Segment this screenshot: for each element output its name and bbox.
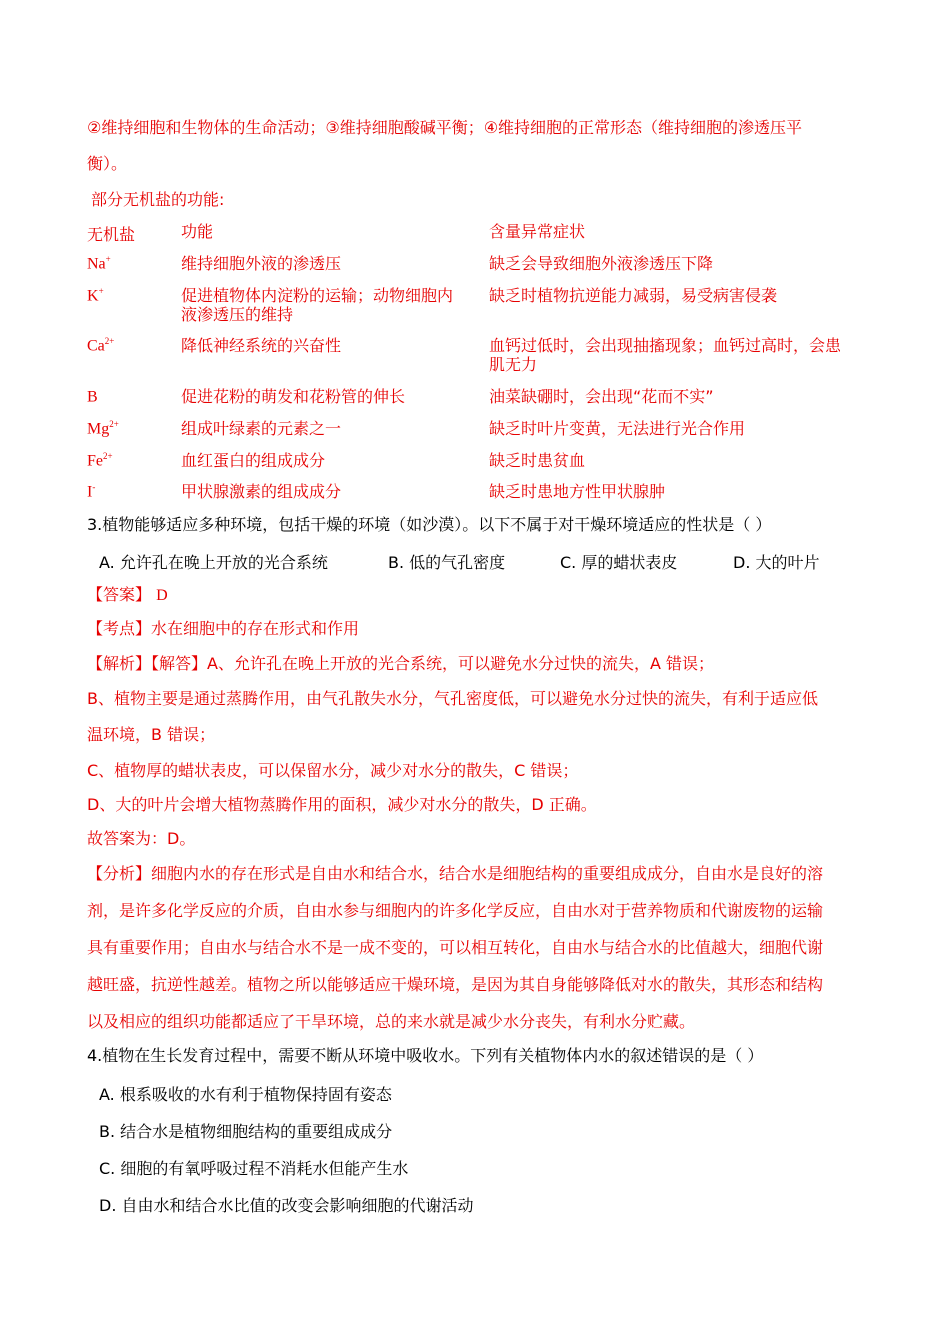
q3-analysis-line-1 (87, 654, 714, 674)
ion-function: 促进花粉的萌发和花粉管的伸长 (181, 387, 406, 406)
ion-symbol: I- (87, 482, 96, 501)
answer-value: D (156, 587, 168, 604)
point-label: 【考点】 (87, 619, 152, 638)
q4-option-c[interactable]: C. 细胞的有氧呼吸过程不消耗水但能产生水 (99, 1159, 409, 1178)
ion-symptom: 缺乏会导致细胞外液渗透压下降 (489, 254, 714, 273)
q3-option-b[interactable]: B. 低的气孔密度 (388, 553, 506, 572)
analysis-text: 【解答】A、允许孔在晚上开放的光合系统，可以避免水分过快的流失，A 错误； (151, 654, 714, 673)
q3-option-c[interactable]: C. 厚的蜡状表皮 (560, 553, 678, 572)
answer-label: 【答案】 (87, 585, 152, 604)
ion-symptom: 油菜缺硼时，会出现“花而不实” (489, 387, 714, 406)
q3-analysis-line-4: C、植物厚的蜡状表皮，可以保留水分，减少对水分的散失，C 错误； (87, 761, 579, 780)
q3-fenxi-line-1 (87, 864, 823, 884)
q3-fenxi-line-2: 剂，是许多化学反应的介质，自由水参与细胞内的许多化学反应，自由水对于营养物质和代谢废物的运输 (87, 901, 824, 920)
ion-symbol: B (87, 388, 98, 406)
ion-symptom: 缺乏时患地方性甲状腺肿 (489, 482, 666, 501)
ion-symbol: $Ca^{2+}$ (87, 336, 115, 355)
fenxi-label: 【分析】 (87, 864, 152, 883)
ion-function: 维持细胞外液的渗透压 (181, 254, 342, 273)
q3-option-a[interactable]: A. 允许孔在晚上开放的光合系统 (99, 553, 328, 572)
q3-analysis-line-2: B、植物主要是通过蒸腾作用，由气孔散失水分，气孔密度低，可以避免水分过快的流失，有利于适应低 (87, 689, 818, 708)
q4-stem: 4.植物在生长发育过程中，需要不断从环境中吸收水。下列有关植物体内水的叙述错误的是（ ） (87, 1046, 764, 1065)
ion-function: 促进植物体内淀粉的运输；动物细胞内 液渗透压的维持 (181, 286, 454, 324)
q4-option-d[interactable]: D. 自由水和结合水比值的改变会影响细胞的代谢活动 (99, 1196, 474, 1215)
ion-function: 甲状腺激素的组成成分 (181, 482, 342, 501)
q4-option-b[interactable]: B. 结合水是植物细胞结构的重要组成成分 (99, 1122, 393, 1141)
ion-symptom: 缺乏时叶片变黄，无法进行光合作用 (489, 419, 746, 438)
ion-symbol: K+ (87, 286, 104, 305)
header-salt: 无机盐 (87, 225, 136, 244)
q3-fenxi-line-4: 越旺盛，抗逆性越差。植物之所以能够适应干燥环境，是因为其自身能够降低对水的散失，其形态和结构 (87, 975, 824, 994)
ion-symbol: $Mg^{2+}$ (87, 419, 119, 438)
ion-symptom: 缺乏时患贫血 (489, 451, 586, 470)
intro-line-2: 衡）。 (87, 154, 128, 173)
q3-conclusion: 故答案为：D。 (87, 829, 196, 848)
header-function: 功能 (181, 222, 214, 241)
header-symptom: 含量异常症状 (489, 222, 586, 241)
q3-option-d[interactable]: D. 大的叶片 (733, 553, 820, 572)
analysis-label: 【解析】 (87, 654, 152, 673)
ion-symptom: 缺乏时植物抗逆能力减弱，易受病害侵袭 (489, 286, 778, 305)
q3-stem: 3.植物能够适应多种环境，包括干燥的环境（如沙漠）。以下不属于对干燥环境适应的性状是（ ） (87, 515, 772, 534)
q3-point (87, 619, 359, 639)
point-value: 水在细胞中的存在形式和作用 (151, 619, 360, 638)
ion-function: 降低神经系统的兴奋性 (181, 336, 342, 355)
q3-answer (87, 585, 168, 606)
q3-analysis-line-3: 温环境，B 错误； (87, 725, 216, 744)
q4-option-a[interactable]: A. 根系吸收的水有利于植物保持固有姿态 (99, 1085, 392, 1104)
ion-symbol: $Fe^{2+}$ (87, 451, 113, 470)
ion-symbol: Na+ (87, 254, 111, 273)
q3-fenxi-line-5: 以及相应的组织功能都适应了干旱环境，总的来水就是减少水分丧失，有利水分贮藏。 (87, 1012, 696, 1031)
q3-analysis-line-5: D、大的叶片会增大植物蒸腾作用的面积，减少对水分的散失，D 正确。 (87, 795, 597, 814)
salt-table-heading: 部分无机盐的功能: (91, 190, 225, 209)
q3-fenxi-line-3: 具有重要作用；自由水与结合水不是一成不变的，可以相互转化，自由水与结合水的比值越大，细胞代谢 (87, 938, 824, 957)
ion-function: 血红蛋白的组成成分 (181, 451, 326, 470)
ion-function: 组成叶绿素的元素之一 (181, 419, 342, 438)
fenxi-text: 细胞内水的存在形式是自由水和结合水，结合水是细胞结构的重要组成成分，自由水是良好的溶 (151, 864, 824, 883)
intro-line-1: ②维持细胞和生物体的生命活动；③维持细胞酸碱平衡；④维持细胞的正常形态（维持细胞的渗透压平 (87, 118, 803, 137)
ion-symptom: 血钙过低时，会出现抽搐现象；血钙过高时，会患 肌无力 (489, 336, 842, 374)
